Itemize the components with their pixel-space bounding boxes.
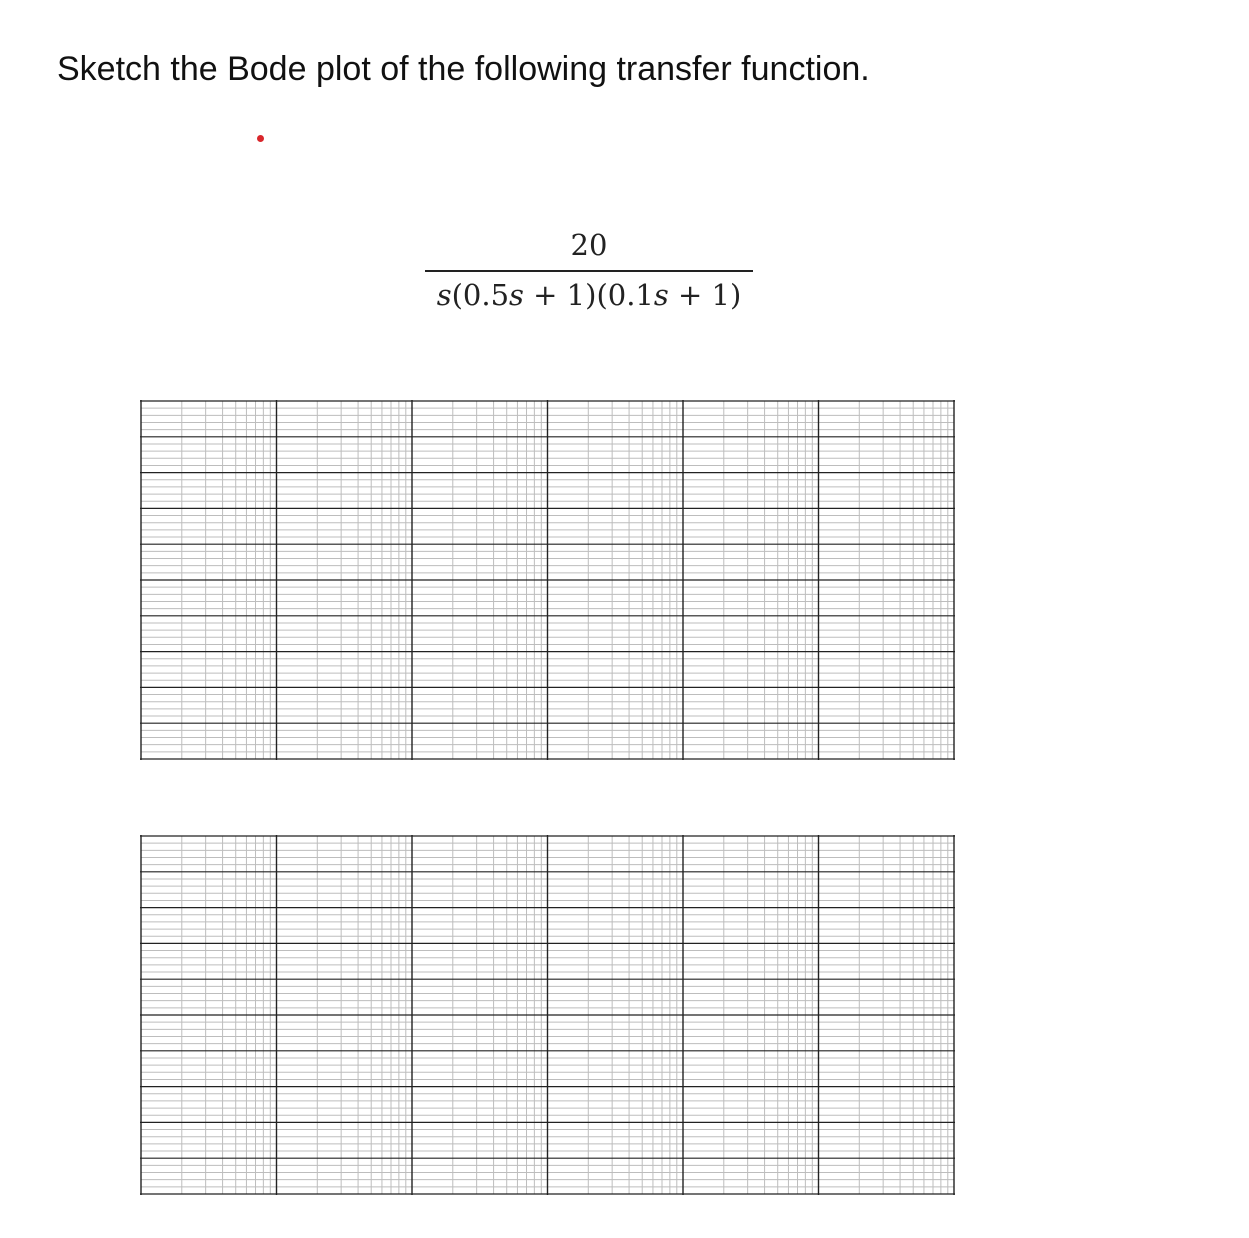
fraction-bar	[425, 270, 753, 272]
red-marker-dot	[257, 135, 264, 142]
tf-den-s: s	[653, 278, 669, 312]
tf-numerator: 20	[570, 228, 608, 262]
tf-denominator	[425, 276, 753, 314]
transfer-function	[425, 226, 753, 314]
tf-den-s: s	[509, 278, 524, 312]
tf-den-part: (0.5	[451, 278, 510, 312]
tf-den-part: + 1)	[668, 278, 742, 312]
tf-den-part: + 1)(0.1	[523, 278, 654, 312]
tf-den-s: s	[436, 278, 452, 312]
semilog-grid-svg	[140, 400, 955, 760]
semilog-grid-svg	[140, 835, 955, 1195]
problem-instruction: Sketch the Bode plot of the following transfer function.	[57, 50, 870, 88]
magnitude-graph-paper	[140, 400, 955, 760]
phase-graph-paper	[140, 835, 955, 1195]
